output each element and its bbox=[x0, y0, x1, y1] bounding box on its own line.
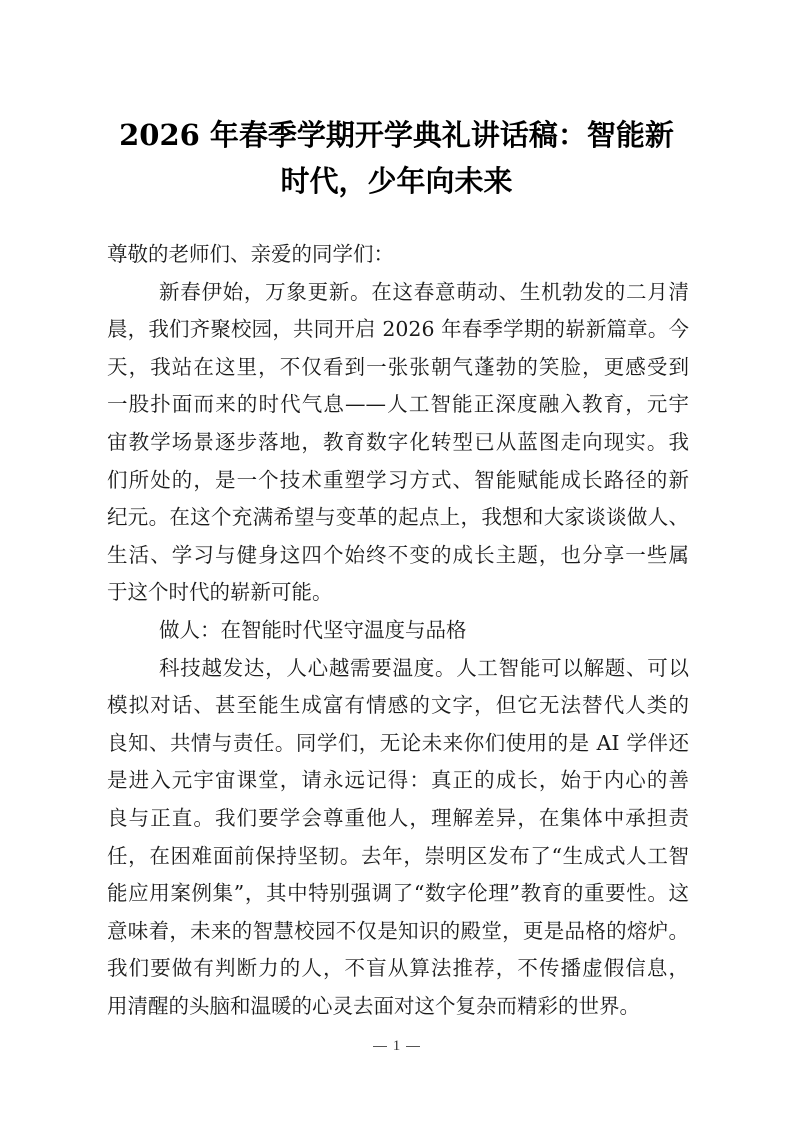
document-title bbox=[80, 112, 713, 204]
title-line-1: 2026 年春季学期开学典礼讲话稿：智能新 bbox=[119, 118, 674, 152]
section-heading: 做人：在智能时代坚守温度与品格 bbox=[159, 617, 467, 642]
paragraph-line: 生活、学习与健身这四个始终不变的成长主题，也分享一些属 bbox=[107, 542, 689, 567]
paragraph-zuoren bbox=[107, 650, 689, 1026]
paragraph-line: 良与正直。我们要学会尊重他人，理解差异，在集体中承担责 bbox=[107, 805, 689, 830]
paragraph-line: 良知、共情与责任。同学们，无论未来你们使用的是 AI 学伴还 bbox=[107, 730, 689, 755]
title-line-2: 时代，少年向未来 bbox=[280, 164, 513, 198]
footer-dash-right bbox=[406, 1046, 420, 1047]
paragraph-line: 晨，我们齐聚校园，共同开启 2026 年春季学期的崭新篇章。今 bbox=[107, 317, 689, 342]
paragraph-line: 模拟对话、甚至能生成富有情感的文字，但它无法替代人类的 bbox=[107, 693, 689, 718]
paragraph-line: 于这个时代的崭新可能。 bbox=[107, 580, 333, 605]
paragraph-line: 一股扑面而来的时代气息——人工智能正深度融入教育，元宇 bbox=[107, 392, 689, 417]
paragraph-line: 任，在困难面前保持坚韧。去年，崇明区发布了“生成式人工智 bbox=[107, 843, 689, 868]
paragraph-line: 科技越发达，人心越需要温度。人工智能可以解题、可以 bbox=[159, 655, 689, 680]
section-heading-zuoren bbox=[107, 612, 689, 650]
salutation: 尊敬的老师们、亲爱的同学们： bbox=[107, 242, 394, 266]
paragraph-line: 们所处的，是一个技术重塑学习方式、智能赋能成长路径的新 bbox=[107, 467, 689, 492]
paragraph-line: 用清醒的头脑和温暖的心灵去面对这个复杂而精彩的世界。 bbox=[107, 993, 640, 1018]
paragraph-line: 意味着，未来的智慧校园不仅是知识的殿堂，更是品格的熔炉。 bbox=[107, 918, 689, 943]
paragraph-opening bbox=[107, 274, 689, 612]
paragraph-line: 我们要做有判断力的人，不盲从算法推荐，不传播虚假信息， bbox=[107, 956, 689, 981]
footer-dash-left bbox=[373, 1046, 387, 1047]
paragraph-line: 是进入元宇宙课堂，请永远记得：真正的成长，始于内心的善 bbox=[107, 768, 689, 793]
paragraph-line: 纪元。在这个充满希望与变革的起点上，我想和大家谈谈做人、 bbox=[107, 505, 689, 530]
page-number: 1 bbox=[392, 1038, 401, 1054]
paragraph-line: 天，我站在这里，不仅看到一张张朝气蓬勃的笑脸，更感受到 bbox=[107, 354, 689, 379]
page-footer bbox=[0, 1038, 793, 1055]
document-body bbox=[107, 236, 689, 1025]
paragraph-line: 能应用案例集”，其中特别强调了“数字伦理”教育的重要性。这 bbox=[107, 881, 689, 906]
paragraph-line: 新春伊始，万象更新。在这春意萌动、生机勃发的二月清 bbox=[159, 279, 689, 304]
paragraph-line: 宙教学场景逐步落地，教育数字化转型已从蓝图走向现实。我 bbox=[107, 429, 689, 454]
